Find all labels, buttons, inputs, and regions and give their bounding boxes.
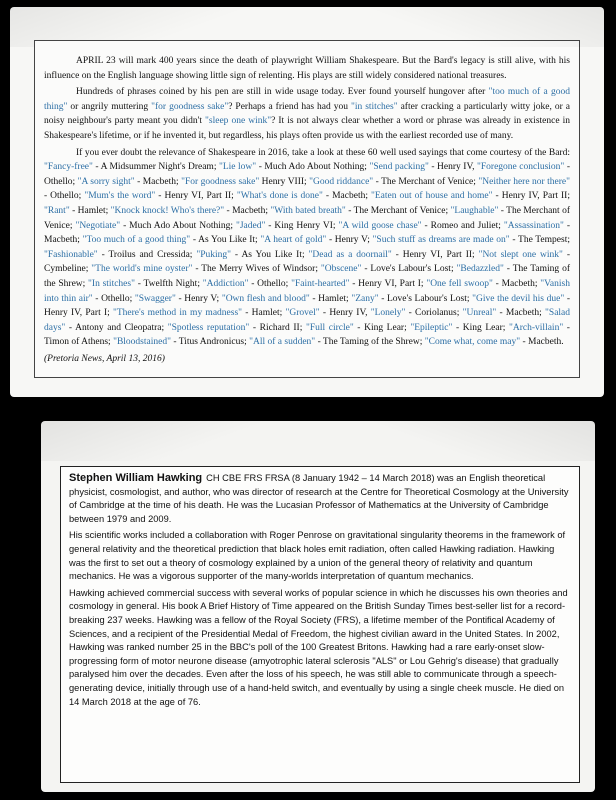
- article-text: - Hamlet;: [69, 205, 111, 216]
- article-text: If you ever doubt the relevance of Shakespeare in 2016, take a look at these 60 well used sayings that come courtesy of the Bard:: [76, 147, 570, 158]
- phrase-quote: "Eaten out of house and home": [371, 191, 493, 202]
- phrase-quote: "Lonely": [370, 308, 406, 319]
- phrase-quote: "Swagger": [134, 293, 176, 304]
- phrase-quote: "Epileptic": [410, 322, 453, 333]
- article-text: - Henry IV, Part II;: [492, 191, 570, 202]
- article-paragraph-3: [44, 146, 570, 350]
- article-text: - Macbeth;: [492, 278, 541, 289]
- article-text: - A Midsummer Night's Dream;: [92, 162, 219, 173]
- article-text: - Henry IV,: [428, 162, 477, 173]
- phrase-quote: "In stitches": [88, 278, 135, 289]
- article-text: - Othello;: [44, 191, 85, 202]
- phrase-quote: "Neither here nor there": [478, 176, 571, 187]
- article-text: - Othello;: [248, 278, 292, 289]
- article-text: - Henry VI, Part I;: [349, 278, 427, 289]
- phrase-quote: "Bloodstained": [113, 337, 171, 348]
- article-text: - Much Ado About Nothing;: [256, 162, 370, 173]
- phrase-quote: "One fell swoop": [426, 278, 493, 289]
- phrase-quote: "For goodness sake": [181, 176, 260, 187]
- article-text: - Hamlet;: [309, 293, 352, 304]
- article-text: - Troilus and Cressida;: [97, 249, 197, 260]
- phrase-quote: "A heart of gold": [260, 235, 327, 246]
- phrase-quote: "Negotiate": [75, 220, 121, 231]
- article-text: - Much Ado About Nothing;: [120, 220, 236, 231]
- phrase-quote: "Arch-villain": [509, 322, 564, 333]
- phrase-quote: "Vanish into thin air": [44, 278, 570, 304]
- article-text: - Macbeth;: [224, 205, 271, 216]
- article-text: - The Taming of the Shrew;: [44, 264, 571, 289]
- phrase-quote: "Grovel": [285, 308, 320, 319]
- phrase-quote: "Foregone conclusion": [477, 162, 565, 173]
- phrase-quote: "Mum's the word": [84, 191, 156, 202]
- phrase-quote: "Jaded": [235, 220, 266, 231]
- phrase-quote: "Zany": [351, 293, 379, 304]
- article-text: - The Merchant of Venice;: [373, 176, 479, 187]
- phrase-quote: "A sorry sight": [77, 176, 135, 187]
- top-envelope: [10, 7, 604, 397]
- article-text: - Richard II;: [249, 322, 306, 333]
- biography-box: [60, 466, 580, 783]
- article-text: - King Henry VI;: [265, 220, 339, 231]
- article-text: - Henry IV,: [319, 308, 371, 319]
- phrase-quote: "Laughable": [450, 205, 499, 216]
- bio-paragraph-2: His scientific works included a collaboration with Roger Penrose on gravitational singularity theorems in the framework of general relativity and the theoretical prediction that black holes emit radiation, often called Hawking radiation. Hawking was the first to set out a theory of cosmology explained by a union of the general theory of relativity and quantum mechanics. He was a vigorous supporter of the many-worlds interpretation of quantum mechanics.: [69, 530, 566, 582]
- phrase-quote: "Knock knock! Who's there?": [110, 205, 225, 216]
- bio-paragraph-3: Hawking achieved commercial success with several works of popular science in which he discusses his own theories and cosmology in general. His book A Brief History of Time appeared on the British Sunday Times best-seller list for a record-breaking 237 weeks. Hawking was a fellow of the Royal Society (FRS), a lifetime member of the Pontifical Academy of Sciences, and a recipient of the Presidential Medal of Freedom, the highest civilian award in the United States. In 2002, Hawking was ranked number 25 in the BBC's poll of the 100 Greatest Britons. Hawking had a rare early-onset slow-progressing form of motor neurone disease (amyotrophic lateral sclerosis "ALS" or Lou Gehrig's disease) that gradually paralysed him over the decades. Even after the loss of his speech, he was still able to communicate through a speech-generating device, initially through use of a hand-held switch, and eventually by using a single cheek muscle. He died on 14 March 2018 at the age of 76.: [69, 587, 568, 707]
- phrase-quote: "Faint-hearted": [291, 278, 350, 289]
- phrase-quote: "Unreal": [462, 308, 497, 319]
- phrase-quote: "Bedazzled": [456, 264, 504, 275]
- article-text: - Cymbeline;: [44, 249, 570, 275]
- phrase-quote: "With bated breath": [270, 205, 346, 216]
- article-text: - Titus Andronicus;: [170, 337, 250, 348]
- article-text: after cracking a particularly witty joke, or a noisy neighbour's party meant you didn't: [44, 101, 571, 127]
- phrase-quote: "too much of a good thing": [44, 87, 570, 112]
- article-text: - Twelfth Night;: [134, 278, 203, 289]
- bio-name: Stephen William Hawking: [69, 472, 203, 484]
- phrase-quote: "Puking": [196, 249, 232, 260]
- article-text: - Henry V;: [175, 293, 222, 304]
- article-text: - Macbeth;: [322, 191, 371, 202]
- article-text: - Henry VI, Part II;: [155, 191, 237, 202]
- phrase-quote: "Spotless reputation": [167, 322, 250, 333]
- article-text: - As You Like It;: [231, 249, 309, 260]
- phrase-quote: "There's method in my madness": [113, 308, 243, 319]
- article-text: Hundreds of phrases coined by his pen are still in wide usage today. Ever found yourself hungover after: [76, 87, 489, 98]
- phrase-quote: "Full circle": [305, 322, 354, 333]
- article-text: - Othello;: [44, 162, 571, 187]
- phrase-quote: "Such stuff as dreams are made on": [372, 235, 510, 246]
- article-text: - The Merchant of Venice;: [345, 205, 451, 216]
- article-text: - King Lear;: [452, 322, 510, 333]
- article-text: - Romeo and Juliet;: [421, 220, 504, 231]
- phrase-quote: "All of a sudden": [249, 337, 316, 348]
- article-text: - The Taming of the Shrew;: [315, 337, 425, 348]
- article-paragraph-2: [44, 85, 570, 143]
- phrase-quote: "Addiction": [202, 278, 249, 289]
- article-text: - Macbeth;: [44, 220, 570, 246]
- phrase-quote: "What's done is done": [236, 191, 323, 202]
- article-text: - Love's Labour's Lost;: [378, 293, 473, 304]
- phrase-quote: "Send packing": [369, 162, 429, 173]
- article-text: ? It is not always clear whether a word or phrase was already in existence in Shakespeare's lifetime, or if he invented it, but regardless, his plays often provide us with the earliest recorded use of many.: [44, 116, 570, 141]
- phrase-quote: "sleep one wink": [205, 116, 272, 127]
- article-text: - Hamlet;: [242, 308, 286, 319]
- article-text: - King Lear;: [353, 322, 411, 333]
- article-text: - Timon of Athens;: [44, 322, 570, 348]
- article-text: ? Perhaps a friend has had you: [228, 101, 351, 112]
- article-text: - Henry IV, Part I;: [44, 293, 570, 319]
- article-source: (Pretoria News, April 13, 2016): [44, 353, 165, 364]
- article-text: or angrily muttering: [67, 101, 152, 112]
- phrase-quote: "for goodness sake": [151, 101, 229, 112]
- bio-intro: CH CBE FRS FRSA (8 January 1942 – 14 March 2018) was an English theoretical physicist, cosmologist, and author, who was director of research at the Centre for Theoretical Cosmology at the University of Cambridge at the time of his death. He was the Lucasian Professor of Mathematics at the University of Cambridge between 1979 and 2009.: [69, 473, 569, 524]
- phrase-quote: "Not slept one wink": [478, 249, 563, 260]
- phrase-quote: "Lie low": [218, 162, 257, 173]
- phrase-quote: "Too much of a good thing": [82, 235, 191, 246]
- article-text: - The Tempest;: [509, 235, 570, 246]
- article-text: - Macbeth;: [496, 308, 546, 319]
- phrase-quote: "Own flesh and blood": [221, 293, 310, 304]
- phrase-quote: "Salad days": [44, 308, 571, 333]
- newspaper-article: [34, 40, 580, 378]
- article-text: - Love's Labour's Lost;: [361, 264, 457, 275]
- phrase-quote: "Good riddance": [309, 176, 374, 187]
- phrase-quote: "in stitches": [350, 101, 398, 112]
- phrase-quote: "Fashionable": [44, 249, 98, 260]
- phrase-quote: "Give the devil his due": [472, 293, 565, 304]
- phrase-quote: "Rant": [44, 205, 70, 216]
- phrase-quote: "Assassination": [503, 220, 564, 231]
- article-text: - The Merchant of Venice;: [44, 205, 570, 231]
- phrase-quote: "Fancy-free": [44, 162, 93, 173]
- article-text: - Othello;: [92, 293, 135, 304]
- article-text: - Antony and Cleopatra;: [65, 322, 168, 333]
- article-text: - The Merry Wives of Windsor;: [192, 264, 321, 275]
- phrase-quote: "Dead as a doornail": [308, 249, 392, 260]
- article-text: - Henry V;: [326, 235, 373, 246]
- phrase-quote: "The world's mine oyster": [91, 264, 193, 275]
- article-text: - Coriolanus;: [405, 308, 463, 319]
- article-text: - Macbeth;: [134, 176, 182, 187]
- phrase-quote: "Obscene": [320, 264, 362, 275]
- bio-paragraph-1: [69, 472, 569, 526]
- article-text: - Macbeth.: [520, 337, 564, 348]
- article-text: Henry VIII;: [259, 176, 310, 187]
- article-text: - Henry VI, Part II;: [391, 249, 479, 260]
- article-paragraph-1: APRIL 23 will mark 400 years since the death of playwright William Shakespeare. But the Bard's legacy is still alive, with his influence on the English language showing little sign of relenting. His plays are still widely considered national treasures.: [44, 56, 570, 81]
- phrase-quote: "Come what, come may": [424, 337, 521, 348]
- phrase-quote: "A wild goose chase": [338, 220, 422, 231]
- bottom-envelope: [41, 421, 595, 792]
- article-text: - As You Like It;: [190, 235, 261, 246]
